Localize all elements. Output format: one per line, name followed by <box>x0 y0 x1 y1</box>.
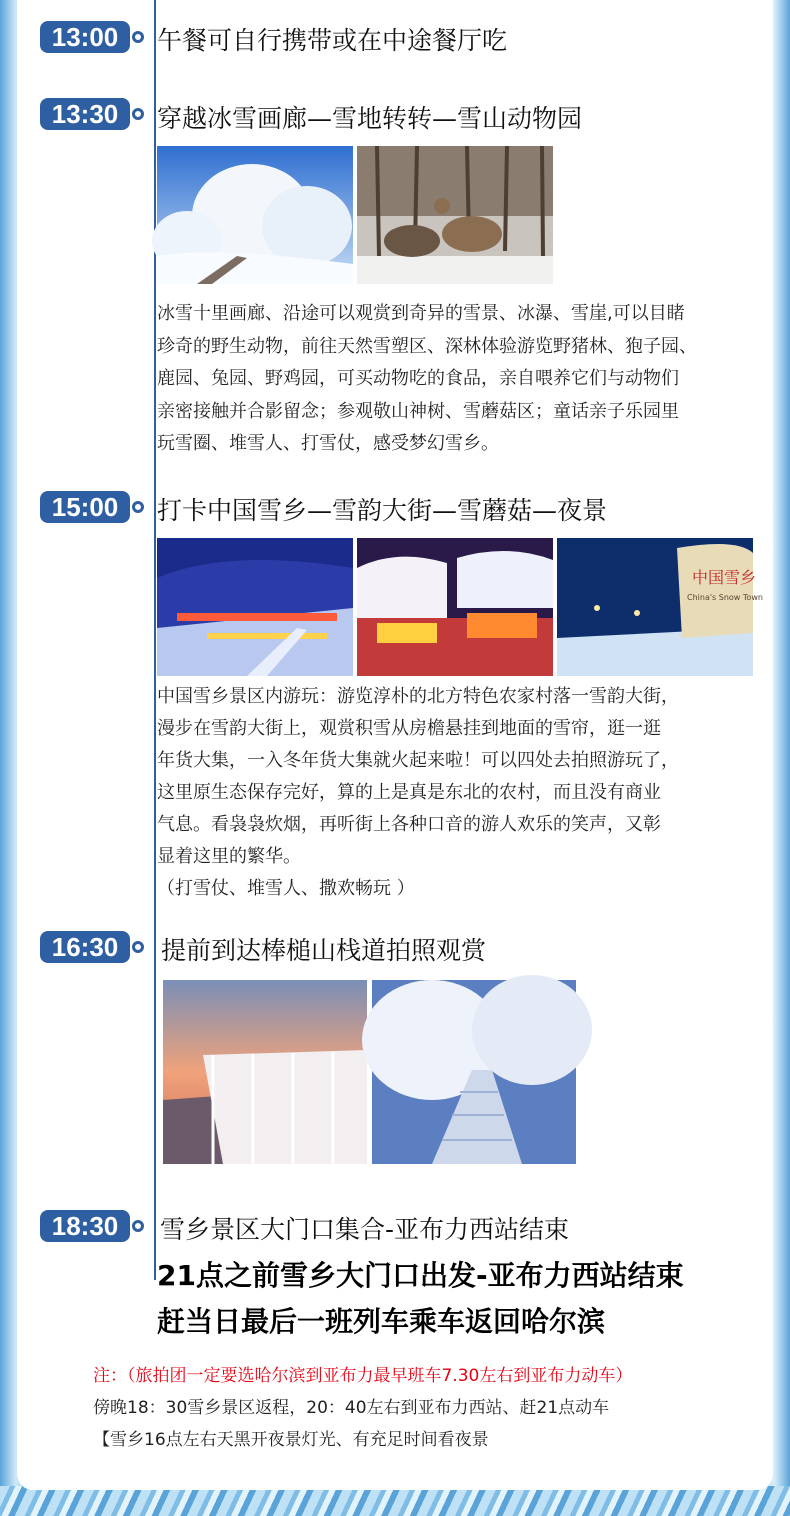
heading-snow-town: 打卡中国雪乡—雪韵大街—雪蘑菇—夜景 <box>157 496 608 525</box>
time-badge-1330: 13:30 <box>40 98 130 130</box>
text-line: 中国雪乡景区内游玩：游览淳朴的北方特色农家村落一雪韵大街， <box>157 686 679 707</box>
text-line: 这里原生态保存完好，算的上是真是东北的农村，而且没有商业 <box>157 782 661 803</box>
highlight-return: 赶当日最后一班列车乘车返回哈尔滨 <box>157 1305 606 1338</box>
text-line: 冰雪十里画廊、沿途可以观赏到奇异的雪景、冰瀑、雪崖,可以目睹 <box>157 303 685 324</box>
heading-snow-gallery: 穿越冰雪画廊—雪地转转—雪山动物园 <box>157 104 583 133</box>
time-badge-1500: 15:00 <box>40 491 130 523</box>
timeline-dot <box>132 108 144 120</box>
text-line: 气息。看袅袅炊烟，再听街上各种口音的游人欢乐的笑声，又彰 <box>157 814 661 835</box>
description-snow-town <box>157 681 757 905</box>
text-line: 漫步在雪韵大街上，观赏积雪从房檐悬挂到地面的雪帘，逛一逛 <box>157 718 661 739</box>
text-line: （打雪仗、堆雪人、撒欢畅玩 ） <box>157 878 415 899</box>
timeline-dot <box>132 1220 144 1232</box>
deer-photo <box>357 146 553 284</box>
text-line: 玩雪圈、堆雪人、打雪仗，感受梦幻雪乡。 <box>157 433 499 454</box>
time-badge-1830: 18:30 <box>40 1210 130 1242</box>
timeline-dot <box>132 31 144 43</box>
text-line: 亲密接触并合影留念；参观敬山神树、雪蘑菇区；童话亲子乐园里 <box>157 400 679 422</box>
ice-border-bottom <box>0 1486 790 1516</box>
time-badge-1630: 16:30 <box>40 931 130 963</box>
warning-note: 注：（旅拍团一定要选哈尔滨到亚布力最早班车7.30左右到亚布力动车） <box>93 1366 633 1386</box>
sign-chinese-text: 中国雪乡 <box>692 568 757 587</box>
text-line: 鹿园、兔园、野鸡园，可买动物吃的食品，亲自喂养它们与动物们 <box>157 368 679 389</box>
heading-lunch: 午餐可自行携带或在中途餐厅吃 <box>157 26 508 55</box>
china-snow-town-sign-photo <box>557 538 763 676</box>
snow-street-night-photo <box>357 538 553 676</box>
snowy-forest-photo <box>157 146 353 284</box>
timeline-line <box>154 0 156 1280</box>
sunset-boardwalk-photo <box>163 980 367 1164</box>
night-view-note: 【雪乡16点左右天黑开夜景灯光、有充足时间看夜景 <box>93 1430 489 1450</box>
heading-bangchui-mountain: 提前到达棒槌山栈道拍照观赏 <box>161 936 487 965</box>
text-line: 年货大集，一入冬年货大集就火起来啦！可以四处去拍照游玩了， <box>157 750 679 771</box>
text-line: 显着这里的繁华。 <box>157 846 301 867</box>
timeline-dot <box>132 501 144 513</box>
description-snow-gallery <box>157 298 757 461</box>
snow-town-night-photo <box>157 538 353 676</box>
text-line: 珍奇的野生动物，前往天然雪塑区、深林体验游览野猪林、狍子园、 <box>157 335 697 357</box>
heading-gathering: 雪乡景区大门口集合-亚布力西站结束 <box>160 1215 570 1244</box>
highlight-departure: 21点之前雪乡大门口出发-亚布力西站结束 <box>157 1259 684 1292</box>
timeline-dot <box>132 941 144 953</box>
sign-english-text: China's Snow Town <box>687 593 763 602</box>
snowy-stairs-photo <box>372 980 576 1164</box>
time-badge-1300: 13:00 <box>40 21 130 53</box>
schedule-note: 傍晚18：30雪乡景区返程，20：40左右到亚布力西站、赶21点动车 <box>93 1398 610 1418</box>
